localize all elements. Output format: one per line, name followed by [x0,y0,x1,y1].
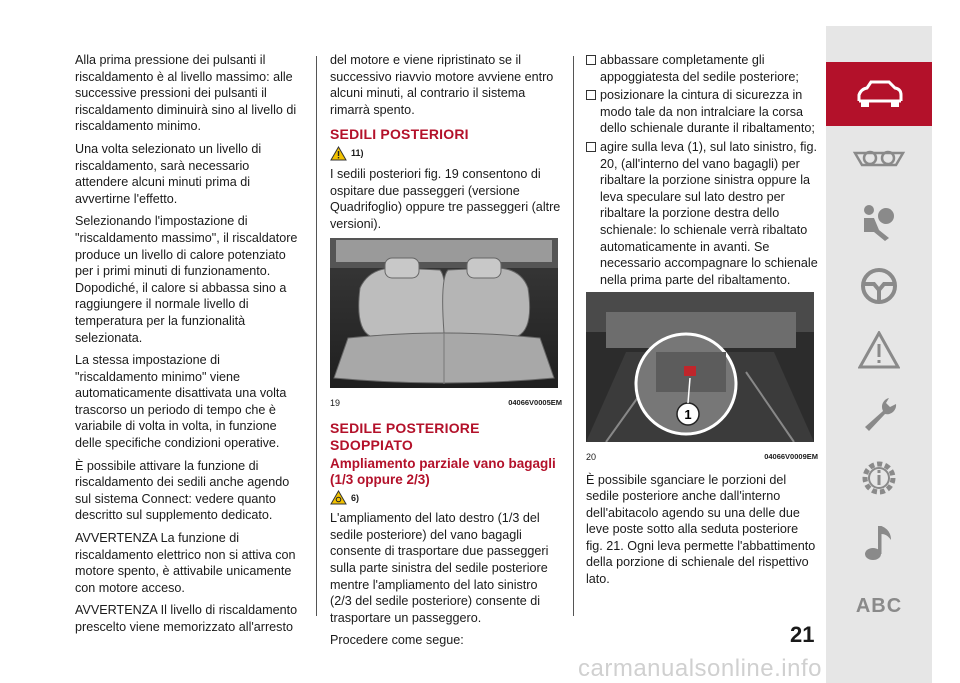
dashboard-icon [852,143,906,173]
column-middle [330,52,562,655]
gear-info-icon [859,458,899,498]
figure-number: 19 [330,397,341,408]
paragraph: I sedili posteriori fig. 19 consentono di ospitare due passeggeri (versione Quadrifoglio) oppure tre passeggeri (altre versioni). [330,166,561,231]
section-heading-rear-seats: SEDILI POSTERIORI [330,126,469,143]
steering-wheel-icon [859,266,899,306]
airbag-icon [859,202,899,242]
figure-code: 04066V0005EM [508,397,562,407]
paragraph: del motore e viene ripristinato se il successivo riavvio motore avviene entro alcuni minuti, al contrario il sistema rimarrà spento. [330,53,554,117]
column-left [75,52,303,642]
list-item [586,52,818,85]
tab-car[interactable] [826,62,932,126]
chapter-sidebar [826,26,932,683]
section-heading-split-seat: SEDILE POSTERIORE SDOPPIATO [330,419,480,453]
subsection-heading: Ampliamento parziale vano bagagli (1/3 oppure 2/3) [330,455,556,487]
paragraph: È possibile attivare la funzione di riscaldamento dei sedili anche agendo sul sistema Connect: vedere quanto descritto sul supplemento dedicato. [75,458,290,523]
warning-ref-number: 11) [351,148,364,159]
page-number: 21 [790,622,815,647]
paragraph: Una volta selezionato un livello di riscaldamento, sarà necessario attendere alcuni minuti prima di avvertirne l'effetto. [75,141,262,206]
paragraph: Procedere come segue: [330,633,464,648]
paragraph: L'ampliamento del lato destro (1/3 del sedile posteriore) del vano bagagli consente di trasportare due passeggeri sulla parte sinistra del sedile posteriore mentre l'ampliamento del lato sinistro (2/3 del sedile posteriore) consente di trasportare un passeggero. [330,511,549,625]
column-divider [573,56,574,616]
figure-number: 20 [586,451,597,462]
list-item-text: agire sulla leva (1), sul lato sinistro, fig. 20, (all'interno del vano bagagli) per ribaltare la porzione sinistra oppure la leva speculare sul lato destro per ribaltare la porzione destra dello schienale: lo schienale verrà ribaltato automaticamente in avanti. Se necessario accompagnare lo schienale nella prima parte del ribaltamento. [600,139,818,287]
wrench-icon [859,394,899,434]
paragraph: AVVERTENZA La funzione di riscaldamento elettrico non si attiva con motore spento, è attivabile unicamente con motore acceso. [75,531,296,595]
warning-reference [330,145,562,162]
tab-driving[interactable] [826,254,932,318]
bullet-square-icon [586,142,596,152]
music-icon [861,522,897,562]
paragraph: Alla prima pressione dei pulsanti il riscaldamento è al livello massimo: alle successive pressioni dei pulsanti il riscaldamento diminuirà sino al livello di riscaldamento minimo. [75,53,297,134]
figure-callout: 1 [684,407,692,423]
list-item [586,139,818,288]
paragraph: AVVERTENZA Il livello di riscaldamento prescelto viene memorizzato all'arresto [75,603,298,634]
caution-triangle-icon [330,490,347,505]
tab-index[interactable] [826,574,932,638]
list-item [586,87,818,137]
tab-technical-data[interactable] [826,446,932,510]
tab-safety[interactable] [826,190,932,254]
warning-icon [858,331,900,369]
warning-ref-number: 6) [351,492,360,503]
bullet-square-icon [586,90,596,100]
figure-code: 04066V0009EM [764,451,818,461]
abc-index-label: ABC [855,594,903,617]
paragraph: È possibile sganciare le porzioni del sedile posteriore anche dall'interno dell'abitacolo agendo su una delle due leve poste sotto alla seduta posteriore fig. 21. Ogni leva permette l'abbattimento della porzione di schienale del rispettivo lato. [586,472,816,587]
column-right [586,52,818,594]
tab-dashboard[interactable] [826,126,932,190]
tab-maintenance[interactable] [826,382,932,446]
rear-seats-photo [330,238,558,388]
list-item-text: posizionare la cintura di sicurezza in modo tale da non intralciare la corsa dello schienale durante il ribaltamento; [600,88,815,136]
bullet-square-icon [586,55,596,65]
list-item-text: abbassare completamente gli appoggiatesta del sedile posteriore; [600,53,799,84]
figure-20 [586,292,818,465]
paragraph: La stessa impostazione di "riscaldamento minimo" viene automaticamente disattivata una volta trascorso un periodo di tempo che è variabile di volta in volta, in funzione delle specifiche condizioni operative. [75,353,287,451]
tab-warnings[interactable] [826,318,932,382]
warning-triangle-icon [330,146,347,161]
trunk-lever-photo [586,292,814,442]
watermark: carmanualsonline.info [578,655,822,682]
figure-19 [330,238,562,411]
paragraph: Selezionando l'impostazione di "riscaldamento massimo", il riscaldatore produce un livello di calore potenziato per i primi minuti di funzionamento. Dopodiché, il calore si abbassa sino a raggiungere il normale livello di temperatura per la funzionalità selezionata. [75,214,298,345]
column-divider [316,56,317,616]
car-icon [853,79,905,109]
tab-multimedia[interactable] [826,510,932,574]
warning-reference [330,490,562,507]
